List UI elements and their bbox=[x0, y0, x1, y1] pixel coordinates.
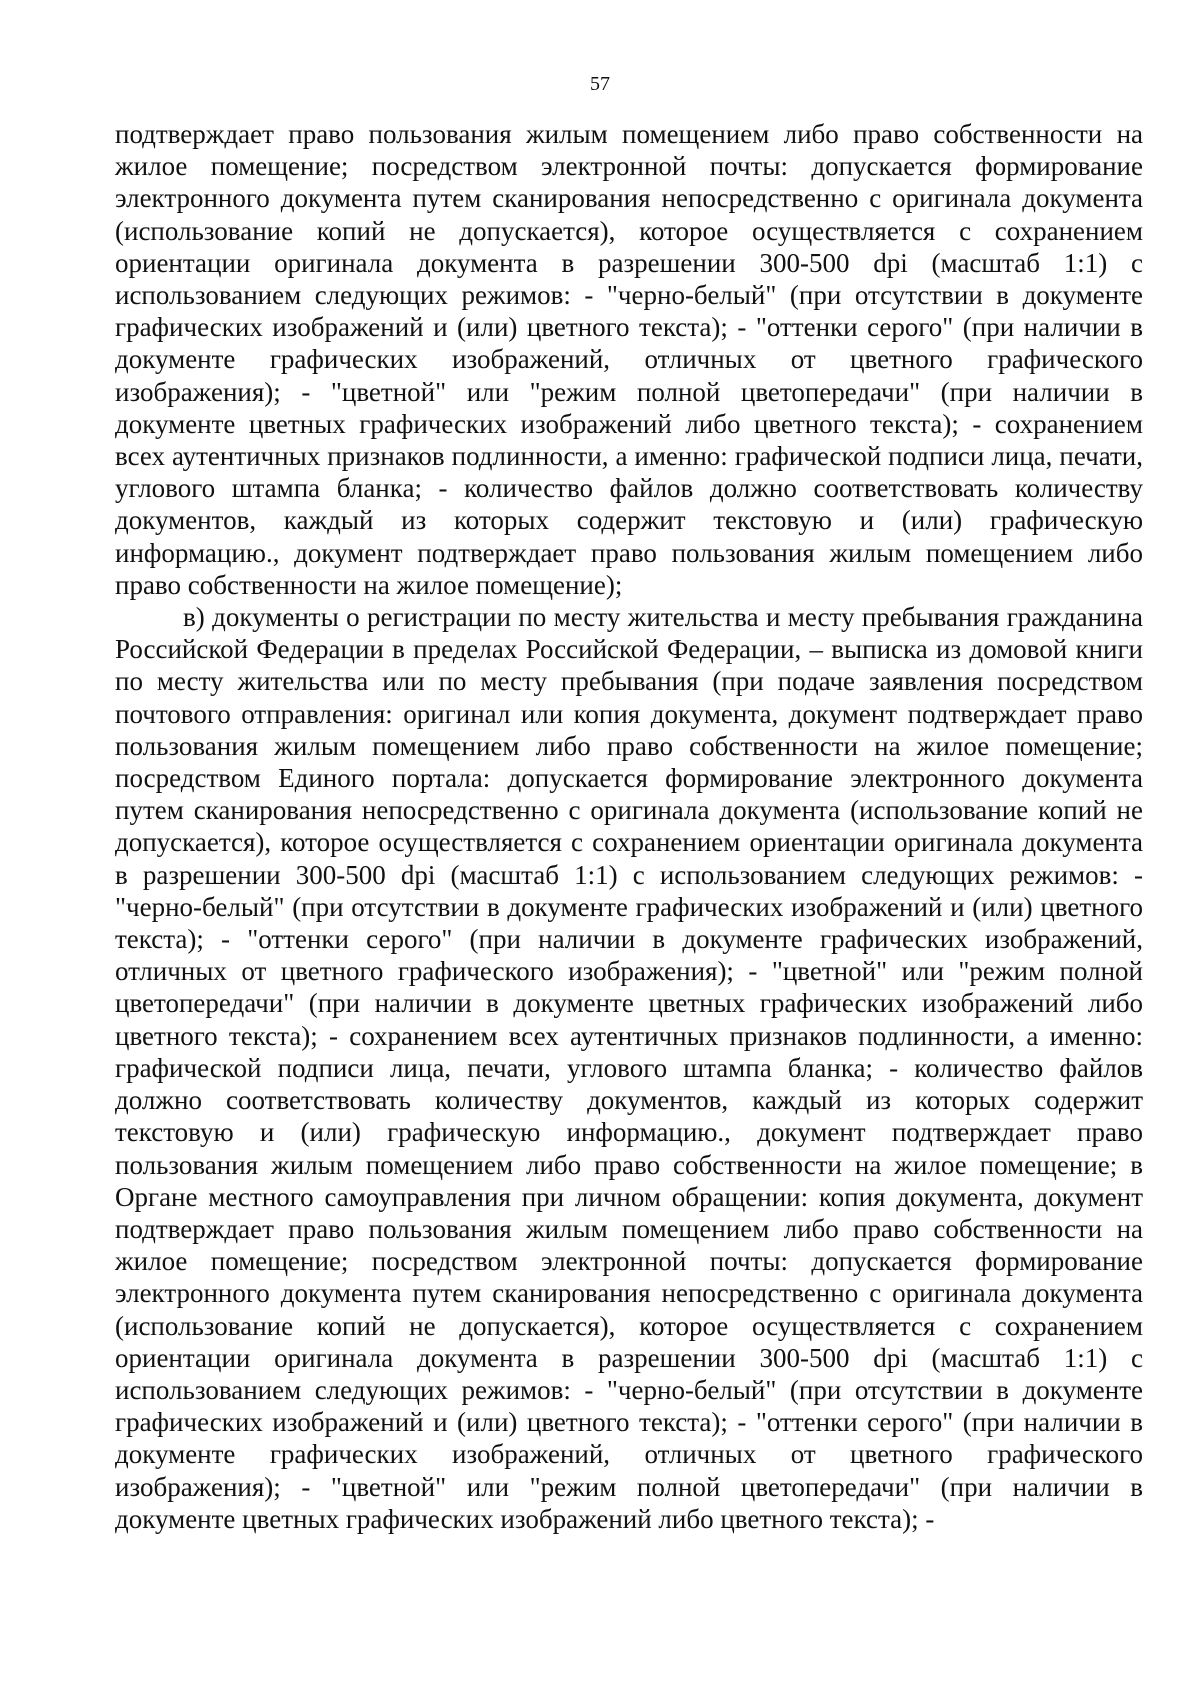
page-number: 57 bbox=[590, 73, 610, 95]
paragraph-continuation: подтверждает право пользования жилым помещением либо право собственности на жилое помещение; посредством электронной почты: допускается формирование электронного документа путем сканирования непосредственно с оригинала документа (использование копий не допускается), которое осуществляется с сохранением ориентации оригинала документа в разрешении 300-500 dpi (масштаб 1:1) с использованием следующих режимов: - "черно-белый" (при отсутствии в документе графических изображений и (или) цветного текста); - "оттенки серого" (при наличии в документе графических изображений, отличных от цветного графического изображения); - "цветной" или "режим полной цветопередачи" (при наличии в документе цветных графических изображений либо цветного текста); - сохранением всех аутентичных признаков подлинности, а именно: графической подписи лица, печати, углового штампа бланка; - количество файлов должно соответствовать количеству документов, каждый из которых содержит текстовую и (или) графическую информацию., документ подтверждает право пользования жилым помещением либо право собственности на жилое помещение); bbox=[115, 119, 1143, 600]
paragraph-item-v: в) документы о регистрации по месту жительства и месту пребывания гражданина Российской Федерации в пределах Российской Федерации, – выписка из домовой книги по месту жительства или по месту пребывания (при подаче заявления посредством почтового отправления: оригинал или копия документа, документ подтверждает право пользования жилым помещением либо право собственности на жилое помещение; посредством Единого портала: допускается формирование электронного документа путем сканирования непосредственно с оригинала документа (использование копий не допускается), которое осуществляется с сохранением ориентации оригинала документа в разрешении 300-500 dpi (масштаб 1:1) с использованием следующих режимов: - "черно-белый" (при отсутствии в документе графических изображений и (или) цветного текста); - "оттенки серого" (при наличии в документе графических изображений, отличных от цветного графического изображения); - "цветной" или "режим полной цветопередачи" (при наличии в документе цветных графических изображений либо цветного текста); - сохранением всех аутентичных признаков подлинности, а именно: графической подписи лица, печати, углового штампа бланка; - количество файлов должно соответствовать количеству документов, каждый из которых содержит текстовую и (или) графическую информацию., документ подтверждает право пользования жилым помещением либо право собственности на жилое помещение; в Органе местного самоуправления при личном обращении: копия документа, документ подтверждает право пользования жилым помещением либо право собственности на жилое помещение; посредством электронной почты: допускается формирование электронного документа путем сканирования непосредственно с оригинала документа (использование копий не допускается), которое осуществляется с сохранением ориентации оригинала документа в разрешении 300-500 dpi (масштаб 1:1) с использованием следующих режимов: - "черно-белый" (при отсутствии в документе графических изображений и (или) цветного текста); - "оттенки серого" (при наличии в документе графических изображений, отличных от цветного графического изображения); - "цветной" или "режим полной цветопередачи" (при наличии в документе цветных графических изображений либо цветного текста); - bbox=[115, 602, 1143, 1534]
document-body bbox=[115, 118, 1143, 1535]
